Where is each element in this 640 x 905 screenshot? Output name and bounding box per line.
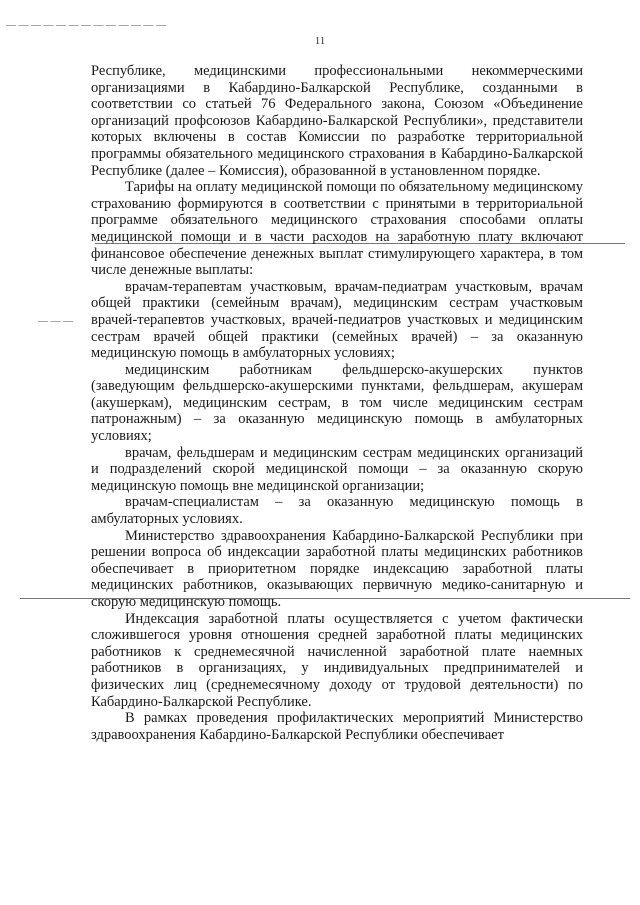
paragraph-9: В рамках проведения профилактических мероприятий Министерство здравоохранения Кабардино-Балкарской Республики обеспечивает bbox=[91, 710, 583, 743]
paragraph-7: Министерство здравоохранения Кабардино-Балкарской Республики при решении вопроса об индексации заработной платы медицинских работников обеспечивает в приоритетном порядке индексацию заработной платы медицинских работников, оказывающих первичную медико-санитарную и скорую медицинскую помощь. bbox=[91, 527, 583, 610]
scan-mark-top-left: — — — — — — — — — — — — — bbox=[6, 20, 166, 31]
paragraph-3: врачам-терапевтам участковым, врачам-педиатрам участковым, врачам общей практики (семейным врачам), медицинским сестрам участковым врачей-терапевтов участковых, врачей-педиатров участковых и медицинским сестрам врачей общей практики (семейных врачей) – за оказанную медицинскую помощь в амбулаторных условиях; bbox=[91, 278, 583, 362]
page-number: 11 bbox=[314, 35, 326, 47]
paragraph-6: врачам-специалистам – за оказанную медицинскую помощь в амбулаторных условиях. bbox=[91, 494, 583, 528]
paragraph-8: Индексация заработной платы осуществляется с учетом фактически сложившегося уровня отношения средней заработной платы медицинских работников к среднемесячной начисленной заработной плате наемных работников в организациях, у индивидуальных предпринимателей и физических лиц (среднемесячному доходу от трудовой деятельности) по Кабардино-Балкарской Республике. bbox=[91, 610, 583, 710]
scan-mark-left: — — — bbox=[38, 316, 73, 327]
paragraph-2: Тарифы на оплату медицинской помощи по обязательному медицинскому страхованию формируются в соответствии с принятыми в территориальной программе обязательного медицинского страхования способами оплаты медицинской помощи и в части расходов на заработную плату включают финансовое обеспечение денежных выплат стимулирующего характера, в том числе денежные выплаты: bbox=[91, 179, 583, 279]
document-body bbox=[91, 63, 583, 743]
paragraph-1: Республике, медицинскими профессиональными некоммерческими организациями в Кабардино-Балкарской Республике, созданными в соответствии со статьей 76 Федерального закона, Союзом «Объединение организаций профсоюзов Кабардино-Балкарской Республики», представители которых включены в состав Комиссии по разработке территориальной программы обязательного медицинского страхования в Кабардино-Балкарской Республике (далее – Комиссия), образованной в установленном порядке. bbox=[91, 63, 583, 179]
paragraph-5: врачам, фельдшерам и медицинским сестрам медицинских организаций и подразделений скорой медицинской помощи – за оказанную скорую медицинскую помощь вне медицинской организации; bbox=[91, 444, 583, 494]
paragraph-4: медицинским работникам фельдшерско-акушерских пунктов (заведующим фельдшерско-акушерскими пунктами, фельдшерам, акушерам (акушеркам), медицинским сестрам, в том числе медицинским сестрам патронажным) – за оказанную медицинскую помощь в амбулаторных условиях; bbox=[91, 361, 583, 445]
